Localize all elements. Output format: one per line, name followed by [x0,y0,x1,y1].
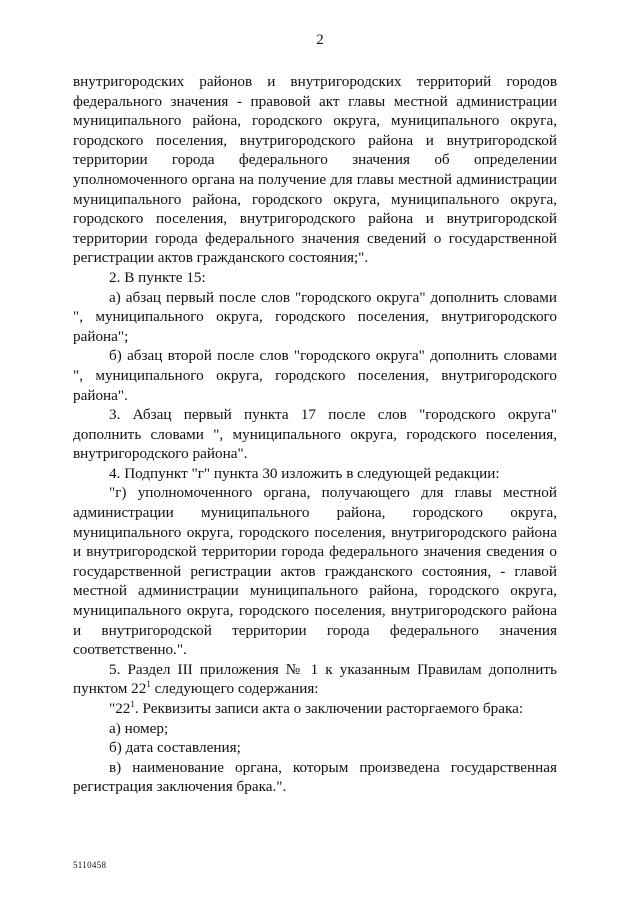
text: . Реквизиты записи акта о заключении расторгаемого брака: [134,700,524,717]
text: 5. Раздел III приложения № 1 к указанным Правилам дополнить пунктом 22 [73,660,557,698]
paragraph: 4. Подпункт "г" пункта 30 изложить в следующей редакции: [109,464,500,482]
paragraph: в) наименование органа, которым произведена государственная регистрация заключения брака.". [73,758,557,796]
paragraph: 2. В пункте 15: [109,268,206,286]
text: "22 [109,700,131,717]
document-code: 5110458 [73,860,107,870]
paragraph: б) дата составления; [109,739,241,757]
superscript: 1 [130,699,135,709]
document-body [73,72,557,797]
paragraph: 3. Абзац первый пункта 17 после слов "городского округа" дополнить словами ", муниципального округа, городского поселения, внутригородского района". [73,406,557,463]
paragraph-point-22-1 [73,699,557,719]
paragraph: б) абзац второй после слов "городского округа" дополнить словами ", муниципального округа, городского поселения, внутригородского района". [73,347,557,404]
text: следующего содержания: [150,680,319,698]
page-number: 2 [316,32,324,48]
superscript: 1 [146,679,151,690]
paragraph-section-5 [73,660,557,699]
paragraph: "г) уполномоченного органа, получающего для главы местной администрации муниципального района, городского округа, муниципального округа, городского поселения, внутригородского района и внутригородской территории города федерального значения сведения о государственной регистрации актов гражданского состояния, - главой местной администрации муниципального района, городского округа, муниципального округа, городского поселения, внутригородского района и внутригородской территории города федерального значения соответственно.". [73,484,557,659]
paragraph: а) номер; [109,719,169,737]
paragraph: а) абзац первый после слов "городского округа" дополнить словами ", муниципального округа, городского поселения, внутригородского района"; [73,288,557,345]
paragraph: внутригородских районов и внутригородских территорий городов федерального значения - правовой акт главы местной администрации муниципального района, городского округа, муниципального округа, городского поселения, внутригородского района и внутригородской территории города федерального значения об определении уполномоченного органа на получение для главы местной администрации муниципального района, городского округа, муниципального округа, городского поселения, внутригородского района и внутригородской территории города федерального значения сведений о государственной регистрации актов гражданского состояния;". [73,73,557,267]
